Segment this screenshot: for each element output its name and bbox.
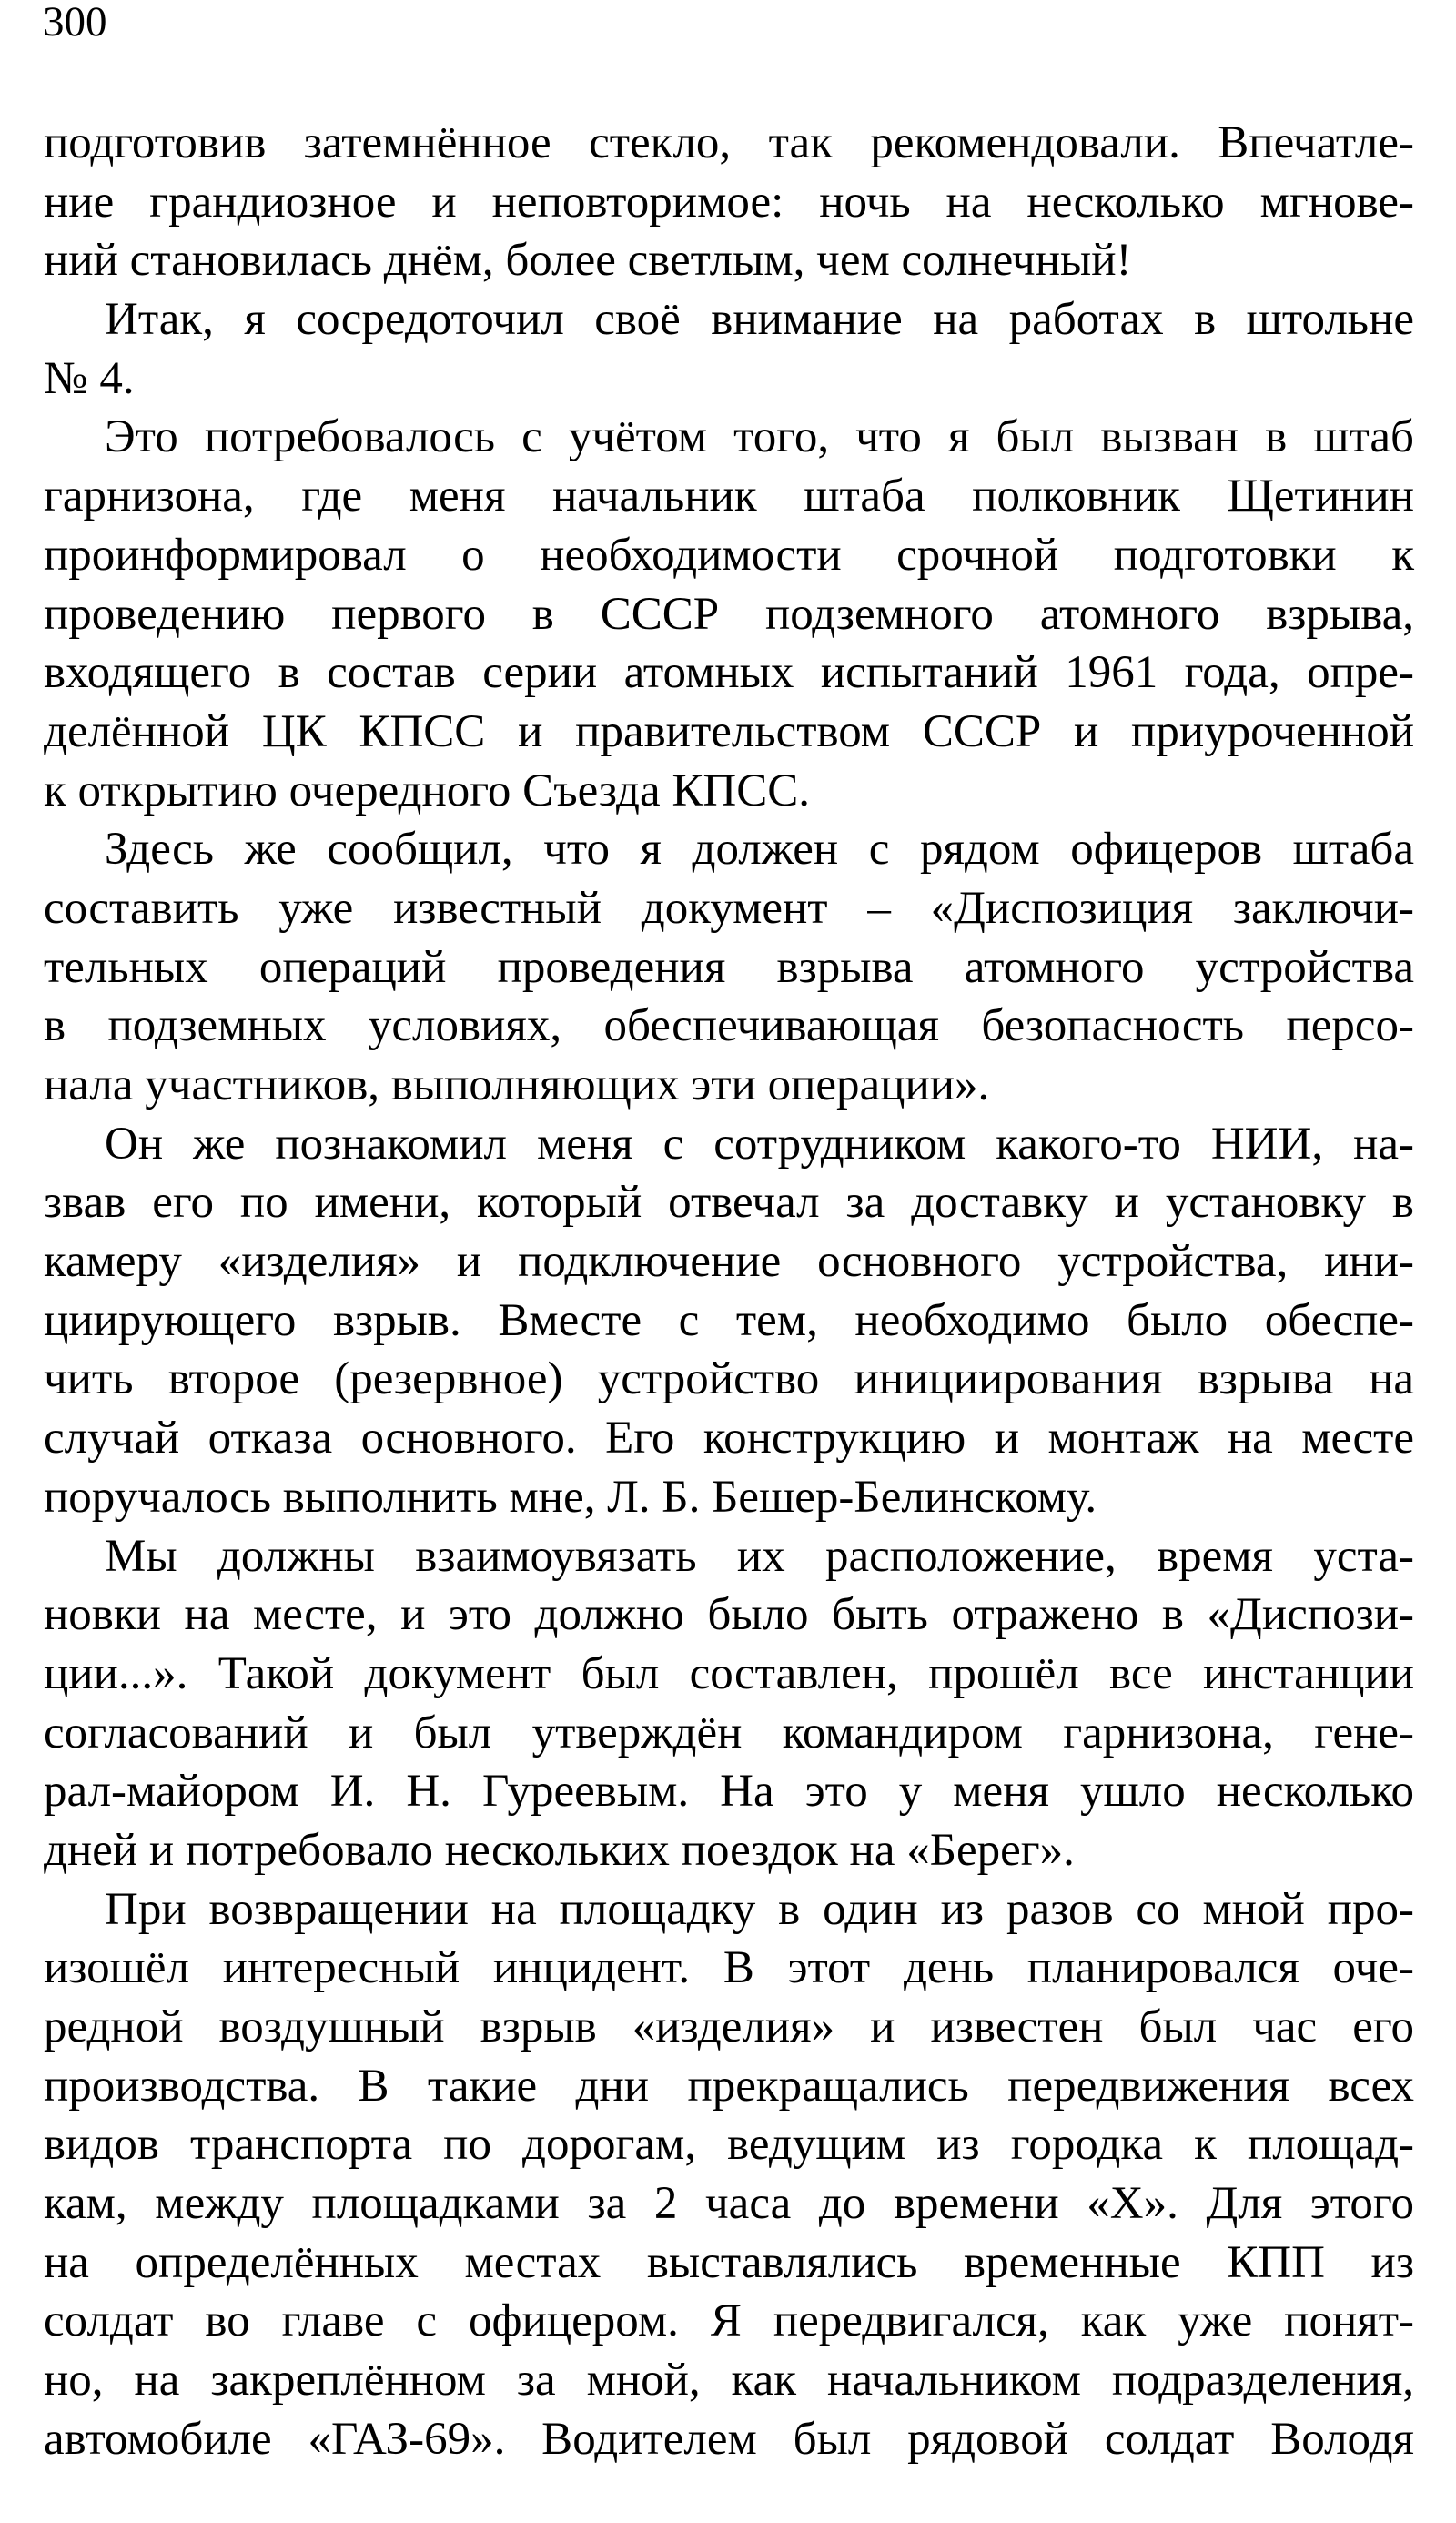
text-line: изошёл интересный инцидент. В этот день планировался оче- [44, 1942, 1414, 1994]
text-line: циирующего взрыв. Вместе с тем, необходимо было обеспе- [44, 1294, 1414, 1346]
page-text [44, 114, 1414, 2469]
text-line: Это потребовалось с учётом того, что я был вызван в штаб [105, 411, 1414, 463]
text-line: делённой ЦК КПСС и правительством СССР и приуроченной [44, 705, 1414, 757]
text-line: согласований и был утверждён командиром гарнизона, гене- [44, 1707, 1414, 1758]
text-line: к открытию очередного Съезда КПСС. [44, 765, 811, 816]
text-line: поручалось выполнить мне, Л. Б. Бешер-Белинскому. [44, 1471, 1097, 1523]
text-line: подготовив затемнённое стекло, так рекомендовали. Впечатле- [44, 117, 1414, 168]
text-line: тельных операций проведения взрыва атомного устройства [44, 941, 1414, 993]
text-line: видов транспорта по дорогам, ведущим из городка к площад- [44, 2119, 1414, 2171]
text-line: чить второе (резервное) устройство инициирования взрыва на [44, 1353, 1414, 1405]
text-line: дней и потребовало нескольких поездок на «Берег». [44, 1824, 1075, 1876]
text-line: на определённых местах выставлялись временные КПП из [44, 2236, 1414, 2288]
text-line: нала участников, выполняющих эти операции». [44, 1059, 990, 1110]
text-line: № 4. [44, 352, 135, 404]
text-line: звав его по имени, который отвечал за доставку и установку в [44, 1177, 1414, 1229]
text-line: случай отказа основного. Его конструкцию и монтаж на месте [44, 1413, 1414, 1464]
text-line: входящего в состав серии атомных испытаний 1961 года, опре- [44, 647, 1414, 699]
text-line: автомобиле «ГАЗ-69». Водителем был рядовой солдат Володя [44, 2413, 1414, 2465]
text-line: проведению первого в СССР подземного атомного взрыва, [44, 588, 1414, 640]
page-number: 300 [43, 0, 107, 46]
text-line: составить уже известный документ – «Диспозиция заключи- [44, 882, 1414, 934]
text-line: редной воздушный взрыв «изделия» и известен был час его [44, 2001, 1414, 2052]
text-line: гарнизона, где меня начальник штаба полковник Щетинин [44, 471, 1414, 522]
text-line: Здесь же сообщил, что я должен с рядом офицеров штаба [105, 824, 1414, 876]
text-line: Мы должны взаимоувязать их расположение, время уста- [105, 1530, 1414, 1582]
text-line: солдат во главе с офицером. Я передвигался, как уже понят- [44, 2295, 1414, 2347]
text-line: Итак, я сосредоточил своё внимание на работах в штольне [105, 294, 1414, 346]
text-line: но, на закреплённом за мной, как начальником подразделения, [44, 2355, 1414, 2406]
text-line: Он же познакомил меня с сотрудником какого-то НИИ, на- [105, 1118, 1414, 1170]
text-line: камеру «изделия» и подключение основного устройства, ини- [44, 1236, 1414, 1288]
text-line: в подземных условиях, обеспечивающая безопасность персо- [44, 1000, 1414, 1052]
text-line: ний становилась днём, более светлым, чем солнечный! [44, 235, 1132, 287]
text-line: При возвращении на площадку в один из разов со мной про- [105, 1883, 1414, 1935]
text-line: производства. В такие дни прекращались передвижения всех [44, 2060, 1414, 2112]
text-line: ции...». Такой документ был составлен, прошёл все инстанции [44, 1647, 1414, 1699]
text-line: проинформировал о необходимости срочной подготовки к [44, 529, 1414, 581]
text-line: ние грандиозное и неповторимое: ночь на несколько мгнове- [44, 176, 1414, 228]
text-line: новки на месте, и это должно было быть отражено в «Диспози- [44, 1589, 1414, 1641]
text-line: кам, между площадками за 2 часа до времени «Х». Для этого [44, 2178, 1414, 2230]
text-line: рал-майором И. Н. Гуреевым. На это у меня ушло несколько [44, 1766, 1414, 1818]
